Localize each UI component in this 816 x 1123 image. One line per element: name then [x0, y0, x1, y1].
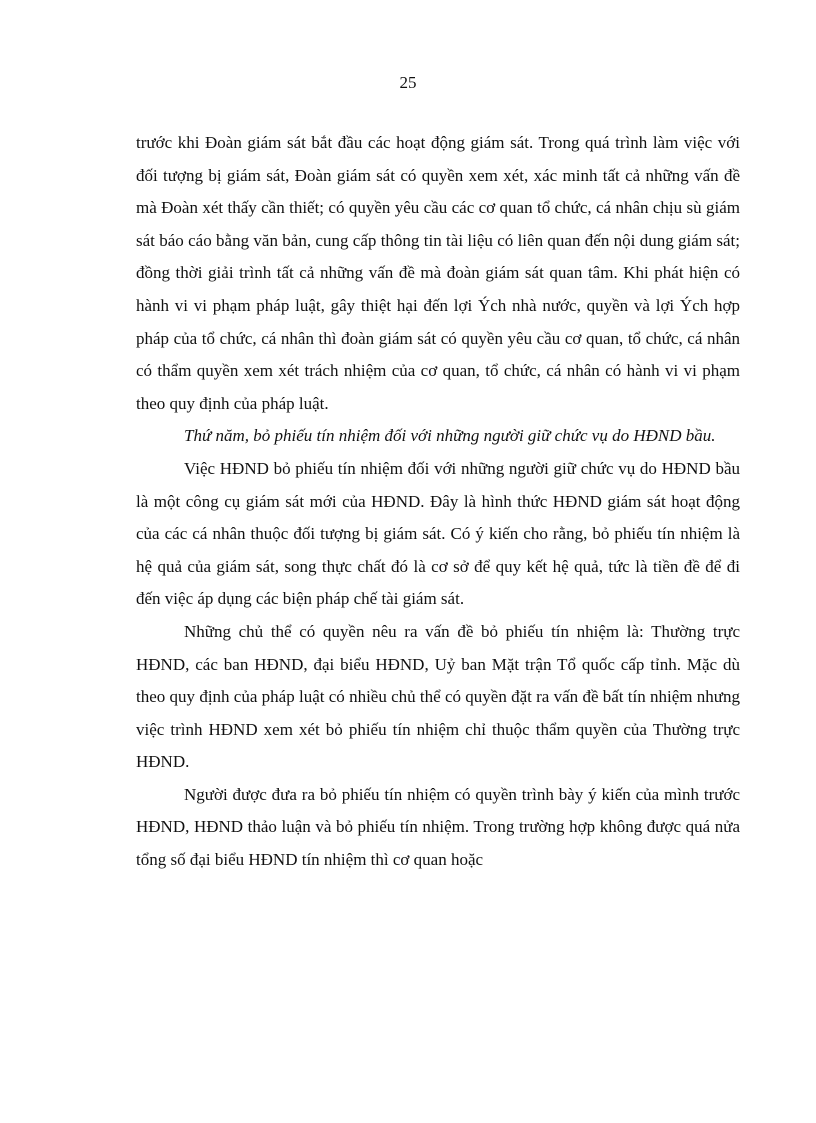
paragraph-continuation: trước khi Đoàn giám sát bắt đầu các hoạt động giám sát. Trong quá trình làm việc với đối tượng bị giám sát, Đoàn giám sát có quyền xem xét, xác minh tất cả những vấn đề mà Đoàn xét thấy cần thiết; có quyền yêu cầu các cơ quan tổ chức, cá nhân chịu sù giám sát báo cáo bằng văn bản, cung cấp thông tin tài liệu có liên quan đến nội dung giám sát; đồng thời giải trình tất cả những vấn đề mà đoàn giám sát quan tâm. Khi phát hiện có hành vi vi phạm pháp luật, gây thiệt hại đến lợi Ých nhà nước, quyền và lợi Ých hợp pháp của tổ chức, cá nhân thì đoàn giám sát có quyền yêu cầu cơ quan, tổ chức, cá nhân có thẩm quyền xem xét trách nhiệm của cơ quan, tổ chức, cá nhân có hành vi vi phạm theo quy định của pháp luật. — [136, 133, 740, 413]
document-body — [136, 127, 740, 877]
section-heading-thu-nam: Thứ năm, bỏ phiếu tín nhiệm đối với những người giữ chức vụ do HĐND bầu. — [184, 426, 716, 446]
paragraph-bo-phieu-intro: Việc HĐND bỏ phiếu tín nhiệm đối với những người giữ chức vụ do HĐND bầu là một công cụ giám sát mới của HĐND. Đây là hình thức HĐND giám sát hoạt động của các cá nhân thuộc đối tượng bị giám sát. Có ý kiến cho rằng, bỏ phiếu tín nhiệm là hệ quả của giám sát, song thực chất đó là cơ sở để quy kết hệ quả, tức là tiền đề để đi đến việc áp dụng các biện pháp chế tài giám sát. — [136, 458, 740, 609]
paragraph-nguoi-duoc-dua-ra: Người được đưa ra bỏ phiếu tín nhiệm có quyền trình bày ý kiến của mình trước HĐND, HĐND thảo luận và bỏ phiếu tín nhiệm. Trong trường hợp không được quá nửa tổng số đại biểu HĐND tín nhiệm thì cơ quan hoặc — [136, 784, 740, 870]
page-number: 25 — [399, 73, 417, 92]
paragraph-chu-the: Những chủ thể có quyền nêu ra vấn đề bỏ phiếu tín nhiệm là: Thường trực HĐND, các ban HĐND, đại biểu HĐND, Uỷ ban Mặt trận Tổ quốc cấp tỉnh. Mặc dù theo quy định của pháp luật có nhiều chủ thể có quyền đặt ra vấn đề bất tín nhiệm nhưng việc trình HĐND xem xét bỏ phiếu tín nhiệm chỉ thuộc thẩm quyền của Thường trực HĐND. — [136, 621, 740, 772]
